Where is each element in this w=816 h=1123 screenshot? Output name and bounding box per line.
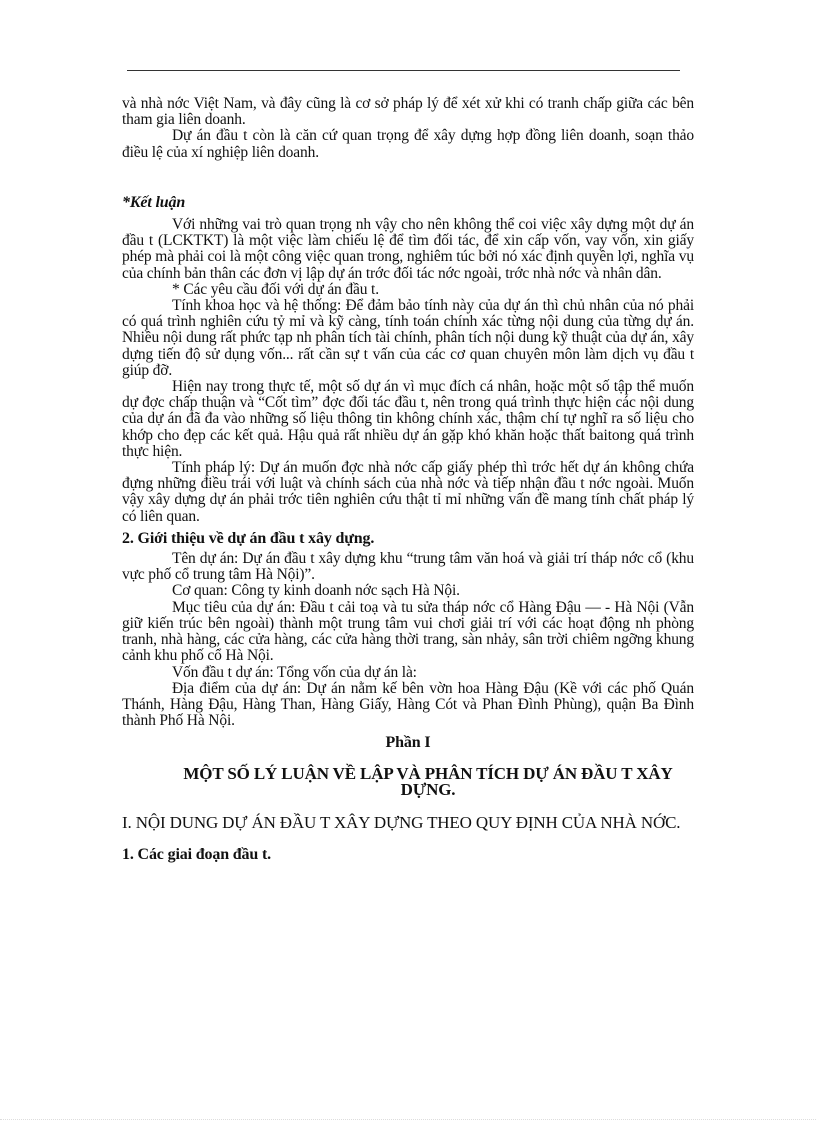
footer-dotted-line (0, 1119, 816, 1120)
section-noi-dung: I. NỘI DUNG DỰ ÁN ĐẦU T XÂY DỰNG THEO QUY ĐỊNH CỦA NHÀ NỚC. (122, 812, 681, 832)
document-body (122, 96, 694, 863)
chapter-title: MỘT SỐ LÝ LUẬN VỀ LẬP VÀ PHÂN TÍCH DỰ ÁN ĐẦU T XÂY DỰNG. (183, 763, 673, 800)
heading-giai-doan: 1. Các giai đoạn đầu t. (122, 846, 272, 864)
paragraph-thuc-te: Hiện nay trong thực tế, một số dự án vì mục đích cá nhân, hoặc một số tập thể muốn dự đợc chấp thuận và “Cốt tìm” đợc đối tác đầu t, nên trong quá trình thực hiện các nội dung của dự án đã đa vào những số liệu thông tin không chính xác, thậm chí tự nghĩ ra số liệu cho khớp cho đẹp các kết quả. Hậu quả rất nhiều dự án gặp khó khăn hoặc thất baitong quá trình thực hiện. (122, 378, 694, 460)
paragraph-von-dau-tu: Vốn đầu t dự án: Tổng vốn của dự án là: (172, 663, 417, 681)
paragraph-tinh-phap-ly: Tính pháp lý: Dự án muốn đợc nhà nớc cấp giấy phép thì trớc hết dự án không chứa đựng những điều trái với luật và chính sách của nhà nớc và tiếp nhận đầu t nớc ngoài. Muốn vậy xây dựng dự án phải trớc tiên nghiên cứu thật tỉ mỉ những vấn đề mang tính chất pháp lý có liên quan. (122, 459, 694, 525)
heading-gioi-thieu: 2. Giới thiệu về dự án đầu t xây dựng. (122, 529, 375, 547)
paragraph-yeu-cau: * Các yêu cầu đối với dự án đầu t. (172, 280, 379, 298)
paragraph-ten-du-an: Tên dự án: Dự án đầu t xây dựng khu “trung tâm văn hoá và giải trí tháp nớc cổ (khu vực phố cổ trung tâm Hà Nội)”. (122, 550, 694, 584)
paragraph-dia-diem: Địa điểm của dự án: Dự án nằm kế bên vờn hoa Hàng Đậu (Kề với các phố Quán Thánh, Hàng Đậu, Hàng Than, Hàng Giấy, Hàng Cót và Phan Đình Phùng), quận Ba Đình thành Phố Hà Nội. (122, 679, 694, 730)
part-title: Phần I (385, 734, 431, 752)
paragraph-du-an-can-cu: Dự án đầu t còn là căn cứ quan trọng để xây dựng hợp đồng liên doanh, soạn thảo điều lệ của xí nghiệp liên doanh. (122, 127, 694, 161)
paragraph-tinh-khoa-hoc: Tính khoa học và hệ thống: Để đảm bảo tính này của dự án thì chủ nhân của nó phải có quá trình nghiên cứu tỷ mỉ và kỹ càng, tính toán chính xác từng nội dung của từng dự án. Nhiều nội dung rất phức tạp nh phân tích tài chính, phân tích nội dung kỹ thuật của dự án, xây dựng tiến độ sử dụng vốn... rất cần sự t vấn của các cơ quan chuyên môn làm dịch vụ đầu t giúp đỡ. (122, 297, 694, 379)
paragraph-intro: và nhà nớc Việt Nam, và đây cũng là cơ sở pháp lý để xét xử khi có tranh chấp giữa các bên tham gia liên doanh. (122, 95, 694, 129)
paragraph-muc-tieu: Mục tiêu của dự án: Đầu t cải toạ và tu sửa tháp nớc cổ Hàng Đậu — - Hà Nội (Vẫn giữ kiến trúc bên ngoài) thành một trung tâm vui chơi giải trí với các hoạt động nh phòng tranh, nhà hàng, các cửa hàng, các cửa hàng thời trang, sàn nhảy, sân trời chiêm ngỡng khung cảnh khu phố cổ Hà Nội. (122, 598, 694, 665)
header-rule (127, 70, 680, 71)
heading-ket-luan: *Kết luận (122, 193, 186, 211)
paragraph-vai-tro: Với những vai trò quan trọng nh vậy cho nên không thể coi việc xây dựng một dự án đầu t (LCKTKT) là một việc làm chiếu lệ để tìm đối tác, để xin cấp vốn, vay vốn, xin giấy phép mà phải coi là một công việc quan trong, nghiêm túc bởi nó xác định quyền lợi, nghĩa vụ của chính bản thân các đơn vị lập dự án trớc đối tác nớc ngoài, trớc nhà nớc và nhân dân. (122, 216, 694, 282)
paragraph-co-quan: Cơ quan: Công ty kinh doanh nớc sạch Hà Nội. (172, 582, 460, 600)
